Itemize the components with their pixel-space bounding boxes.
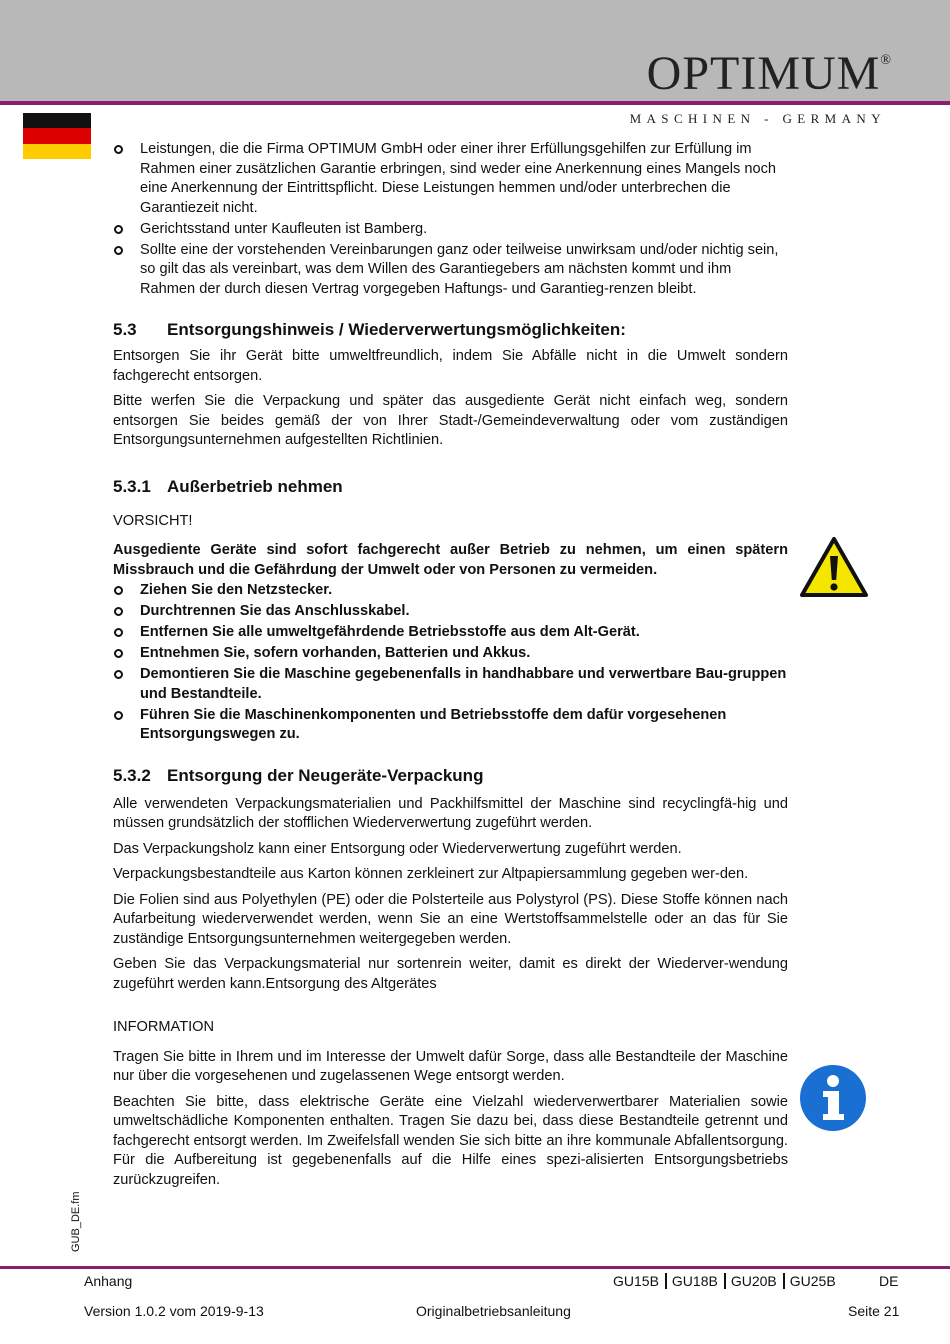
bullet-icon	[114, 670, 123, 679]
warning-triangle-icon	[799, 536, 869, 598]
header-rule	[0, 101, 950, 105]
paragraph: Bitte werfen Sie die Verpackung und später das ausgediente Gerät nicht einfach weg, sondern entsorgen Sie beides gemäß der von Ihrer Stadt-/Gemeindeverwaltung oder vom zuständigen Entsorgungsunternehmen aufgestellten Richtlinien.	[113, 393, 788, 448]
section-heading-5-3-2: 5.3.2 Entsorgung der Neugeräte-Verpackung	[113, 765, 484, 785]
paragraph: Tragen Sie bitte in Ihrem und im Interesse der Umwelt dafür Sorge, dass alle Bestandteile der Maschine nur über die vorgesehenen und zugelassenen Wege entsorgt werden.	[113, 1048, 788, 1084]
paragraph: Entsorgen Sie ihr Gerät bitte umweltfreundlich, indem Sie Abfälle nicht in die Umwelt sondern fachgerecht entsorgen.	[113, 348, 788, 384]
section-heading-5-3-1: 5.3.1 Außerbetrieb nehmen	[113, 476, 343, 496]
bullet-icon	[114, 586, 123, 595]
footer-models	[613, 1273, 836, 1289]
warning-text: Ausgediente Geräte sind sofort fachgerecht außer Betrieb zu nehmen, um einen spätern Missbrauch und die Gefährdung der Umwelt oder von Personen zu vermeiden.	[113, 542, 788, 578]
bullet-icon	[114, 145, 123, 154]
info-icon	[799, 1064, 867, 1132]
list-item: Führen Sie die Maschinenkomponenten und Betriebsstoffe dem dafür vorgesehenen Entsorgungswegen zu.	[113, 706, 788, 745]
bullet-icon	[114, 607, 123, 616]
model-label: GU15B	[613, 1273, 659, 1289]
list-item: Ziehen Sie den Netzstecker.	[113, 581, 788, 601]
bullet-icon	[114, 649, 123, 658]
info-label: INFORMATION	[113, 1019, 215, 1035]
paragraph: Verpackungsbestandteile aus Karton können zerkleinert zur Altpapiersammlung gegeben wer-den.	[113, 866, 749, 882]
paragraph: Beachten Sie bitte, dass elektrische Geräte eine Vielzahl wiederverwertbarer Materialien sowie umweltschädliche Komponenten enthalten. Tragen Sie dazu bei, dass diese Bestandteile getrennt und fachgerecht entsorgt werden. Im Zweifelsfall wenden Sie sich bitte an ihre kommunale Abfallentsorgung. Für die Aufbereitung ist gegebenenfalls auf die Hilfe eines spezi-alisierten Entsorgungsbetriebs zurückzugreifen.	[113, 1093, 788, 1188]
footer-section: Anhang	[84, 1273, 133, 1289]
german-flag-icon	[23, 113, 91, 159]
bullet-icon	[114, 711, 123, 720]
footer-rule	[0, 1266, 950, 1269]
list-item: Entfernen Sie alle umweltgefährdende Betriebsstoffe aus dem Alt-Gerät.	[113, 623, 788, 643]
paragraph: Die Folien sind aus Polyethylen (PE) oder die Polsterteile aus Polystyrol (PS). Diese Stoffe können nach Aufarbeitung wiederverwendet werden, wenn Sie an eine Wertstoffsammelstelle oder an das für Sie zuständige Entsorgungsunternehmen weitergegeben werden.	[113, 891, 788, 947]
paragraph: Geben Sie das Verpackungsmaterial nur sortenrein weiter, damit es direkt der Wiederver-wendung zugeführt werden kann.Entsorgung des Altgerätes	[113, 956, 788, 992]
footer-language: DE	[879, 1273, 899, 1289]
bullet-icon	[114, 246, 123, 255]
section-heading-5-3: 5.3 Entsorgungshinweis / Wiederverwertungsmöglichkeiten:	[113, 320, 626, 339]
model-label: GU20B	[730, 1273, 777, 1289]
page-content	[113, 140, 788, 1196]
file-name: GUB_DE.fm	[70, 1191, 82, 1252]
footer-version: Version 1.0.2 vom 2019-9-13	[84, 1303, 264, 1319]
warning-label: VORSICHT!	[113, 512, 193, 529]
paragraph: Alle verwendeten Verpackungsmaterialien und Packhilfsmittel der Maschine sind recyclingfä-hig und müssen grundsätzlich der stofflichen Wiederverwertung zugeführt werden.	[113, 795, 788, 831]
model-label: GU25B	[789, 1273, 836, 1289]
list-item: Leistungen, die die Firma OPTIMUM GmbH oder einer ihrer Erfüllungsgehilfen zur Erfüllung im Rahmen einer zusätzlichen Garantie erbringen, sind weder eine Anerkennung eines Mangels noch eine Anerkennung der Eintrittspflicht. Diese Leistungen hemmen und/oder unterbrechen die Garantiezeit nicht.	[113, 140, 788, 218]
list-item: Demontieren Sie die Maschine gegebenenfalls in handhabbare und verwertbare Bau-gruppen und Bestandteile.	[113, 665, 788, 704]
list-item: Gerichtsstand unter Kaufleuten ist Bamberg.	[113, 220, 788, 240]
brand-logo: OPTIMUM®	[646, 47, 892, 100]
decommission-steps	[113, 581, 788, 745]
list-item: Durchtrennen Sie das Anschlusskabel.	[113, 602, 788, 622]
list-item: Sollte eine der vorstehenden Vereinbarungen ganz oder teilweise unwirksam und/oder nichtig sein, so gilt das als vereinbart, was dem Willen des Garantiegebers am nächsten kommt und ihm Rahmen der durch diesen Vertrag vorgegeben Haftungs- und Garantieg-renzen bleibt.	[113, 241, 788, 300]
bullet-icon	[114, 225, 123, 234]
warranty-list	[113, 140, 788, 299]
footer-doc-type: Originalbetriebsanleitung	[416, 1303, 571, 1319]
brand-tagline: MASCHINEN - GERMANY	[629, 111, 886, 126]
page-number: Seite 21	[848, 1303, 900, 1319]
bullet-icon	[114, 628, 123, 637]
list-item: Entnehmen Sie, sofern vorhanden, Batterien und Akkus.	[113, 644, 788, 664]
paragraph: Das Verpackungsholz kann einer Entsorgung oder Wiederverwertung zugeführt werden.	[113, 840, 682, 857]
model-label: GU18B	[671, 1273, 718, 1289]
